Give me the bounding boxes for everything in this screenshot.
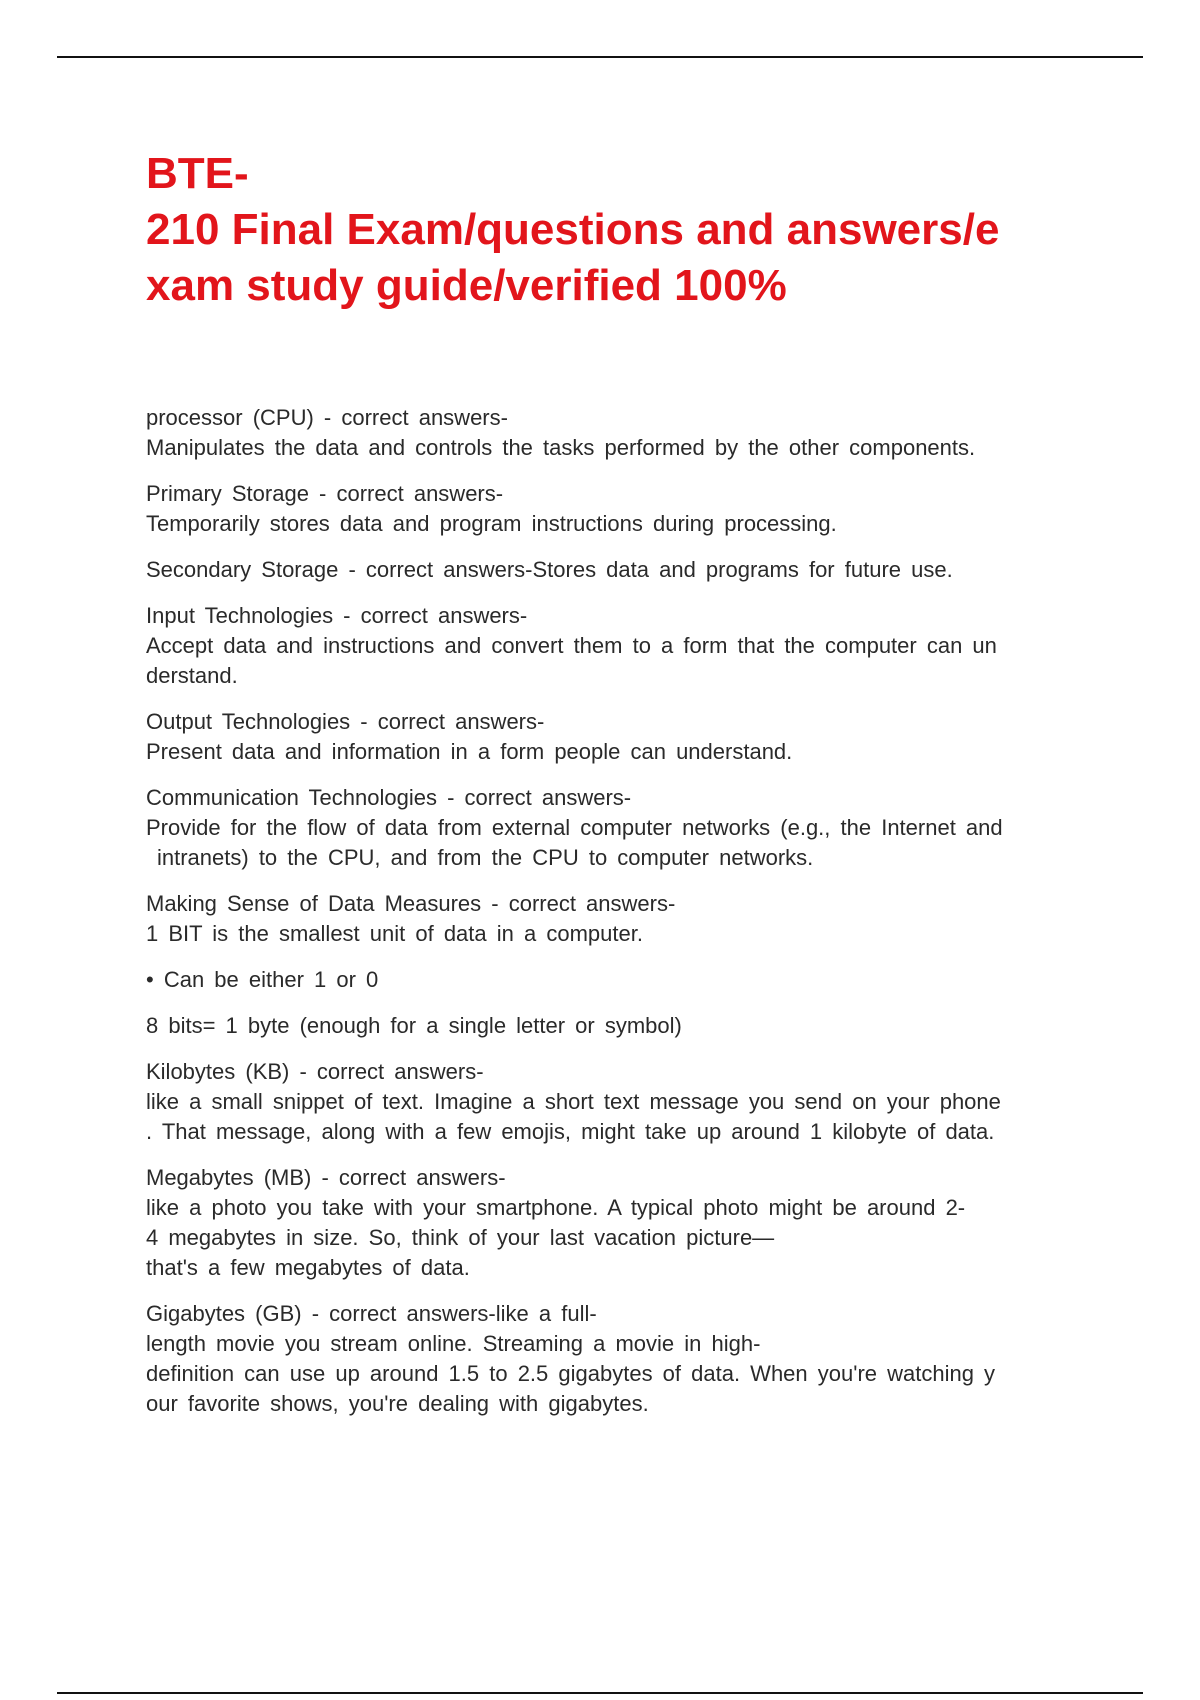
- footer-rule: [57, 1692, 1143, 1694]
- entry-line: processor (CPU) - correct answers-: [146, 405, 508, 430]
- qa-entry-input-technologies: [146, 601, 1091, 691]
- entry-line: Communication Technologies - correct answers-: [146, 785, 632, 810]
- entry-line: • Can be either 1 or 0: [146, 967, 379, 992]
- entry-line: like a small snippet of text. Imagine a short text message you send on your phone: [146, 1089, 1001, 1114]
- qa-entry-megabytes: [146, 1163, 1091, 1283]
- entry-line: . That message, along with a few emojis, might take up around 1 kilobyte of data.: [146, 1119, 995, 1144]
- entry-line: Primary Storage - correct answers-: [146, 481, 504, 506]
- entry-line: 1 BIT is the smallest unit of data in a computer.: [146, 921, 643, 946]
- entry-line: Temporarily stores data and program instructions during processing.: [146, 511, 837, 536]
- header-rule: [57, 56, 1143, 58]
- entry-line: Output Technologies - correct answers-: [146, 709, 545, 734]
- qa-list: [146, 403, 1091, 1435]
- title-line: xam study guide/verified 100%: [146, 261, 787, 310]
- qa-entry-primary-storage: [146, 479, 1091, 539]
- qa-entry-secondary-storage: [146, 555, 1091, 585]
- entry-line: Input Technologies - correct answers-: [146, 603, 528, 628]
- qa-entry-output-technologies: [146, 707, 1091, 767]
- entry-line: derstand.: [146, 663, 238, 688]
- entry-line: that's a few megabytes of data.: [146, 1255, 470, 1280]
- title-line: BTE-: [146, 149, 249, 198]
- entry-line: Provide for the flow of data from external computer networks (e.g., the Internet and: [146, 815, 1003, 840]
- entry-line: Manipulates the data and controls the tasks performed by the other components.: [146, 435, 976, 460]
- entry-line: Making Sense of Data Measures - correct answers-: [146, 891, 676, 916]
- qa-entry-cpu: [146, 403, 1091, 463]
- entry-line: Kilobytes (KB) - correct answers-: [146, 1059, 484, 1084]
- entry-line: length movie you stream online. Streaming a movie in high-: [146, 1331, 761, 1356]
- bullet-item: [146, 965, 1091, 995]
- entry-line: Accept data and instructions and convert them to a form that the computer can un: [146, 633, 997, 658]
- qa-entry-gigabytes: [146, 1299, 1091, 1419]
- document-title: [146, 146, 1086, 314]
- entry-line: Megabytes (MB) - correct answers-: [146, 1165, 506, 1190]
- qa-entry-kilobytes: [146, 1057, 1091, 1147]
- title-line: 210 Final Exam/questions and answers/e: [146, 205, 1000, 254]
- bits-byte-note: [146, 1011, 1091, 1041]
- entry-line: like a photo you take with your smartphone. A typical photo might be around 2-: [146, 1195, 966, 1220]
- entry-line: 8 bits= 1 byte (enough for a single letter or symbol): [146, 1013, 682, 1038]
- entry-line: 4 megabytes in size. So, think of your last vacation picture—: [146, 1225, 775, 1250]
- entry-line: Secondary Storage - correct answers-Stores data and programs for future use.: [146, 557, 953, 582]
- entry-line: Present data and information in a form people can understand.: [146, 739, 793, 764]
- entry-line: definition can use up around 1.5 to 2.5 gigabytes of data. When you're watching y: [146, 1361, 996, 1386]
- entry-line: intranets) to the CPU, and from the CPU to computer networks.: [157, 845, 814, 870]
- qa-entry-communication-technologies: [146, 783, 1091, 873]
- qa-entry-data-measures: [146, 889, 1091, 949]
- entry-line: our favorite shows, you're dealing with gigabytes.: [146, 1391, 649, 1416]
- entry-line: Gigabytes (GB) - correct answers-like a full-: [146, 1301, 597, 1326]
